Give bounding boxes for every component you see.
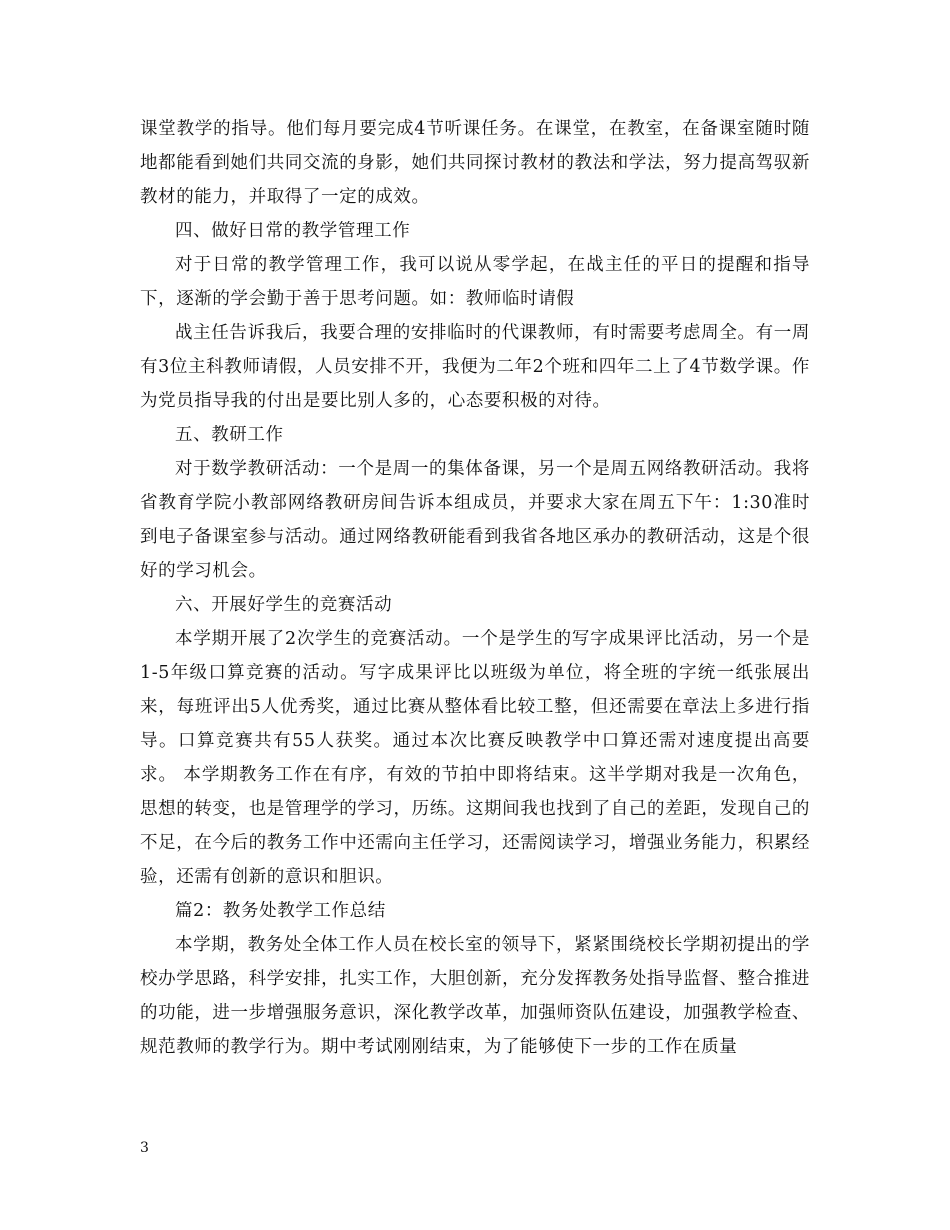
- paragraph: 战主任告诉我后，我要合理的安排临时的代课教师，有时需要考虑周全。有一周有3位主科教师请假，人员安排不开，我便为二年2个班和四年二上了4节数学课。作为党员指导我的付出是要比别人多的，心态要积极的对待。: [140, 323, 810, 411]
- paragraph: 对于数学教研活动：一个是周一的集体备课，另一个是周五网络教研活动。我将省教育学院小教部网络教研房间告诉本组成员，并要求大家在周五下午：1:30准时到电子备课室参与活动。通过网络教研能看到我省各地区承办的教研活动，这是个很好的学习机会。: [140, 459, 810, 581]
- page-number: 3: [140, 1140, 149, 1156]
- paragraph: 对于日常的教学管理工作，我可以说从零学起，在战主任的平日的提醒和指导下，逐渐的学会勤于善于思考问题。如：教师临时请假: [140, 255, 810, 309]
- section-heading: 五、教研工作: [175, 425, 284, 445]
- section-heading: 四、做好日常的教学管理工作: [175, 221, 411, 241]
- section-heading: 篇2：教务处教学工作总结: [175, 901, 386, 921]
- paragraph: 课堂教学的指导。他们每月要完成4节听课任务。在课堂，在教室，在备课室随时随地都能看到她们共同交流的身影，她们共同探讨教材的教法和学法，努力提高驾驭新教材的能力，并取得了一定的成效。: [140, 119, 810, 207]
- paragraph: 本学期开展了2次学生的竞赛活动。一个是学生的写字成果评比活动，另一个是1-5年级口算竞赛的活动。写字成果评比以班级为单位，将全班的字统一纸张展出来，每班评出5人优秀奖，通过比赛从整体看比较工整，但还需要在章法上多进行指导。口算竞赛共有55人获奖。通过本次比赛反映教学中口算还需对速度提出高要求。 本学期教务工作在有序，有效的节拍中即将结束。这半学期对我是一次角色，思想的转变，也是管理学的学习，历练。这期间我也找到了自己的差距，发现自己的不足，在今后的教务工作中还需向主任学习，还需阅读学习，增强业务能力，积累经验，还需有创新的意识和胆识。: [140, 629, 810, 887]
- section-heading: 六、开展好学生的竞赛活动: [175, 595, 393, 615]
- document-body: [140, 112, 810, 1064]
- paragraph: 本学期，教务处全体工作人员在校长室的领导下，紧紧围绕校长学期初提出的学校办学思路，科学安排，扎实工作，大胆创新，充分发挥教务处指导监督、整合推进的功能，进一步增强服务意识，深化教学改革，加强师资队伍建设，加强教学检查、规范教师的教学行为。期中考试刚刚结束，为了能够使下一步的工作在质量: [140, 935, 810, 1057]
